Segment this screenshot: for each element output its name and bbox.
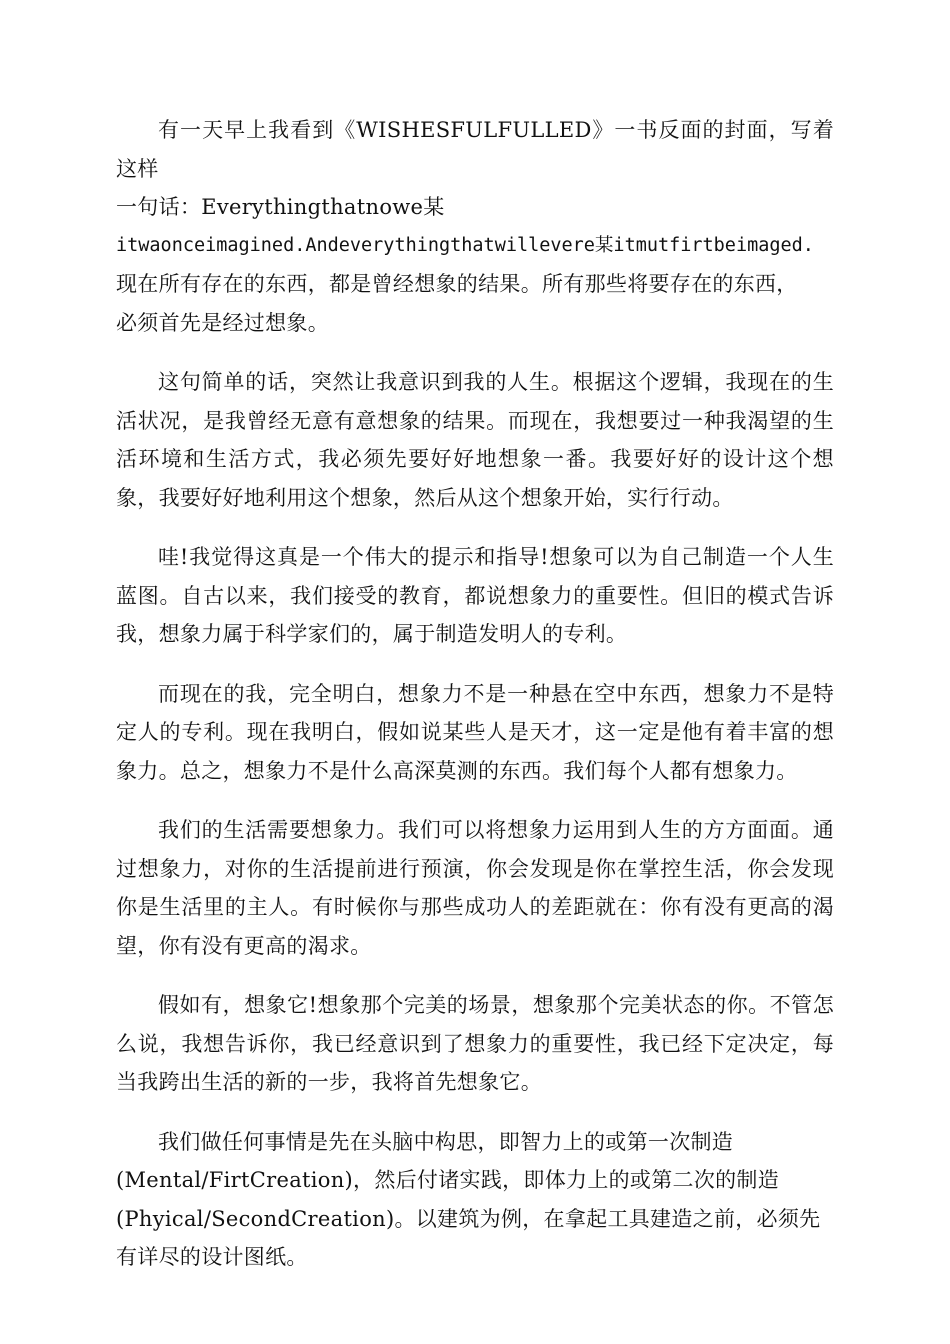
paragraph-3: 哇!我觉得这真是一个伟大的提示和指导!想象可以为自己制造一个人生蓝图。自古以来，我们接受的教育，都说想象力的重要性。但旧的模式告诉我，想象力属于科学家们的，属于制造发明人的专利。 — [116, 545, 834, 646]
paragraph-6: 假如有，想象它!想象那个完美的场景，想象那个完美状态的你。不管怎么说，我想告诉你，我已经意识到了想象力的重要性，我已经下定决定，每当我跨出生活的新的一步，我将首先想象它。 — [116, 993, 834, 1094]
paragraph-7-line-2: (Mental/FirtCreation)，然后付诸实践，即体力上的或第二次的制造 — [116, 1168, 780, 1192]
paragraph-7-line-3: (Phyical/SecondCreation)。以建筑为例，在拿起工具建造之前，必须先 — [116, 1206, 821, 1231]
paragraph-1-line-4: 现在所有存在的东西，都是曾经想象的结果。所有那些将要存在的东西， — [116, 272, 798, 296]
paragraph-4: 而现在的我，完全明白，想象力不是一种悬在空中东西，想象力不是特定人的专利。现在我明白，假如说某些人是天才，这一定是他有着丰富的想象力。总之，想象力不是什么高深莫测的东西。我们每个人都有想象力。 — [116, 681, 834, 783]
paragraph-1-line-2: 一句话：Everythingthatnowe某 — [116, 195, 445, 219]
paragraph-7 — [116, 1123, 834, 1277]
paragraph-1-line-5: 必须首先是经过想象。 — [116, 310, 329, 335]
paragraph-1 — [116, 111, 834, 342]
paragraph-1-line-3: itwaonceimagined.Andeverythingthatwillevere某itmutfirtbeimaged. — [116, 234, 814, 256]
paragraph-2: 这句简单的话，突然让我意识到我的人生。根据这个逻辑，我现在的生活状况，是我曾经无意有意想象的结果。而现在，我想要过一种我渴望的生活环境和生活方式，我必须先要好好地想象一番。我要好好的设计这个想象，我要好好地利用这个想象，然后从这个想象开始，实行行动。 — [116, 370, 834, 510]
paragraph-7-line-1: 我们做任何事情是先在头脑中构思，即智力上的或第一次制造 — [158, 1129, 734, 1154]
paragraph-5: 我们的生活需要想象力。我们可以将想象力运用到人生的方方面面。通过想象力，对你的生活提前进行预演，你会发现是你在掌控生活，你会发现你是生活里的主人。有时候你与那些成功人的差距就在：你有没有更高的渴望，你有没有更高的渴求。 — [116, 818, 834, 958]
document-body — [116, 111, 834, 1298]
paragraph-1-line-1: 有一天早上我看到《WISHESFULFULLED》一书反面的封面，写着这样 — [116, 118, 834, 181]
paragraph-7-line-4: 有详尽的设计图纸。 — [116, 1245, 308, 1269]
